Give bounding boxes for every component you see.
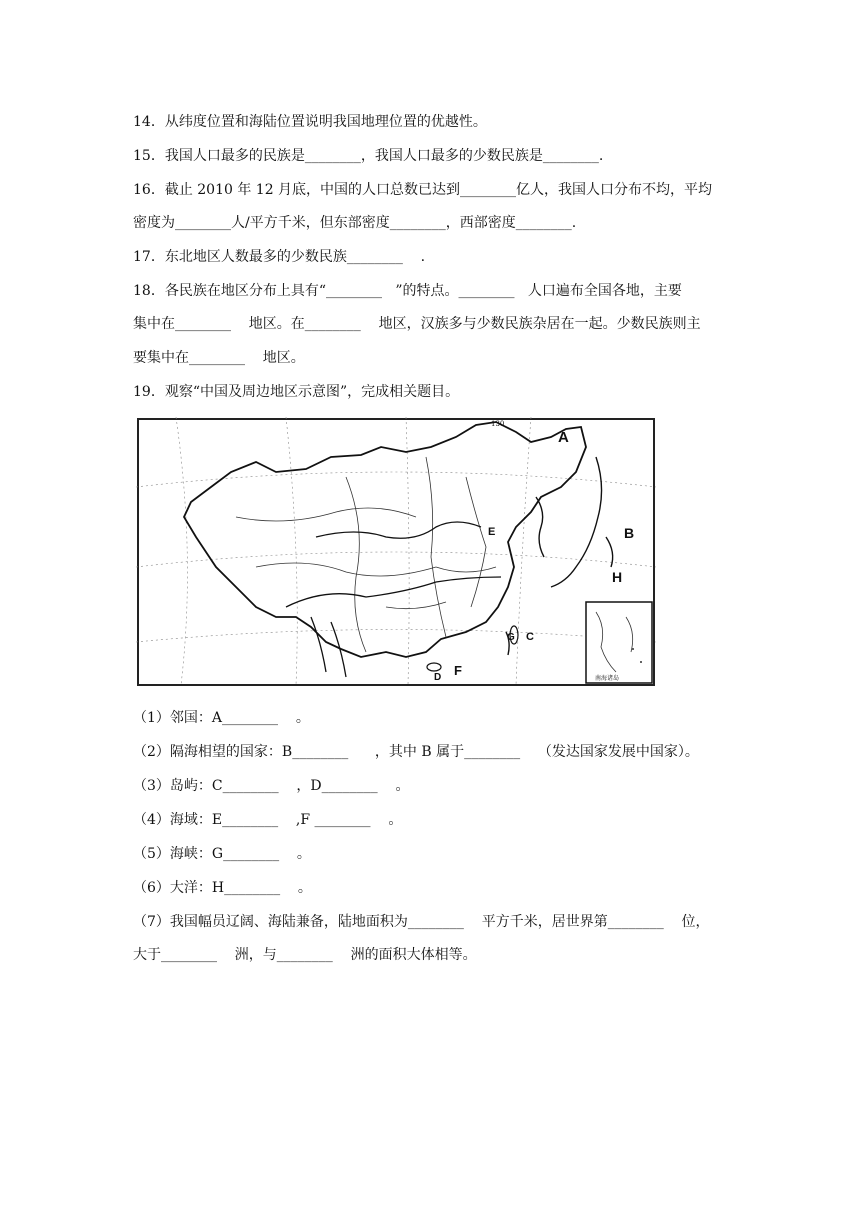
question-15: 15．我国人口最多的民族是________，我国人口最多的少数民族是________. xyxy=(133,148,604,164)
inset-caption: 南海诸岛 xyxy=(595,675,620,682)
map-label-c: C xyxy=(526,631,534,643)
question-18-line-1: 18．各民族在地区分布上具有“________ ”的特点。________ 人口遍布全国各地，主要 xyxy=(133,283,682,299)
map-label-g: G xyxy=(507,632,515,643)
subquestion-1: （1）邻国：A________ 。 xyxy=(133,710,310,726)
subquestion-7-line-2: 大于________ 洲，与________ 洲的面积大体相等。 xyxy=(133,947,477,963)
china-map-figure xyxy=(136,417,656,687)
subquestion-7-line-1: （7）我国幅员辽阔、海陆兼备，陆地面积为________ 平方千米，居世界第________ 位， xyxy=(133,914,710,930)
map-label-h: H xyxy=(612,569,623,585)
question-18-line-2: 集中在________ 地区。在________ 地区，汉族多与少数民族杂居在一起。少数民族则主 xyxy=(133,316,701,332)
map-label-f: F xyxy=(454,663,462,678)
subquestion-4: （4）海域：E________ ,F ________ 。 xyxy=(133,812,403,828)
south-china-sea-inset xyxy=(586,602,652,683)
map-label-a: A xyxy=(558,429,569,446)
map-label-b: B xyxy=(624,525,635,541)
question-17: 17．东北地区人数最多的少数民族________ . xyxy=(133,249,426,265)
question-16-line-1: 16．截止 2010 年 12 月底，中国的人口总数已达到________亿人，我国人口分布不均，平均 xyxy=(133,182,713,198)
question-18-line-3: 要集中在________ 地区。 xyxy=(133,350,305,366)
subquestion-5: （5）海峡：G________ 。 xyxy=(133,846,311,862)
question-14: 14．从纬度位置和海陆位置说明我国地理位置的优越性。 xyxy=(133,114,487,130)
map-label-e: E xyxy=(488,526,496,538)
subquestion-6: （6）大洋：H________ 。 xyxy=(133,880,312,896)
question-16-line-2: 密度为________人/平方千米，但东部密度________，西部密度________. xyxy=(133,215,577,231)
map-label-d: D xyxy=(434,672,442,683)
subquestion-2: （2）隔海相望的国家：B________ ，其中 B 属于________ （发达国家发展中国家）。 xyxy=(133,744,699,760)
question-19: 19．观察“中国及周边地区示意图”，完成相关题目。 xyxy=(133,384,460,400)
top-tick-label: 130 xyxy=(491,420,505,428)
subquestion-3: （3）岛屿：C________ ，D________ 。 xyxy=(133,778,410,794)
